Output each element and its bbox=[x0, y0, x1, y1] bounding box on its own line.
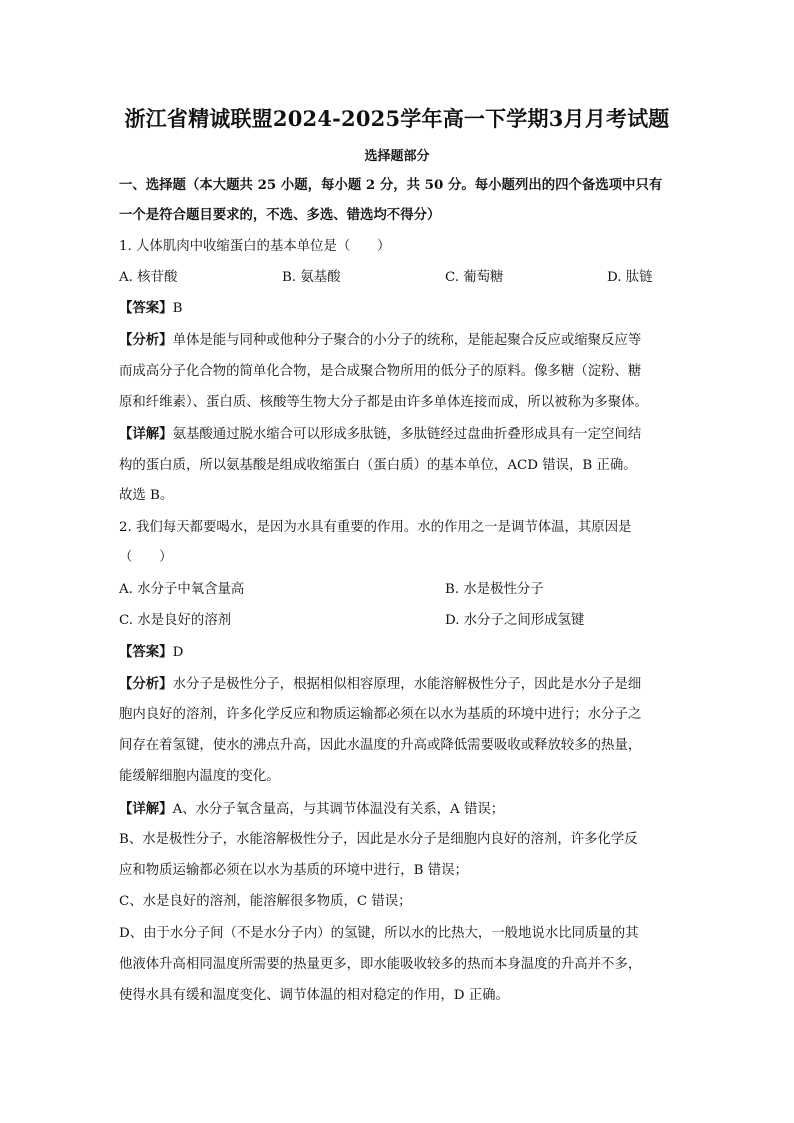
answer-value: D bbox=[172, 645, 184, 660]
analysis-text: 单体是能与同种或他种分子聚合的小分子的统称，是能起聚合反应或缩聚反应等 bbox=[172, 333, 642, 348]
question-2-stem-line-1: 2. 我们每天都要喝水，是因为水具有重要的作用。水的作用之一是调节体温，其原因是 bbox=[119, 520, 632, 535]
answer-tag: 【答案】 bbox=[119, 644, 173, 660]
question-1-analysis-line-3: 原和纤维素）、蛋白质、核酸等生物大分子都是由许多单体连接而成，所以被称为多聚体。 bbox=[119, 395, 648, 410]
question-1-detail-line-3: 故选 B。 bbox=[119, 488, 174, 503]
detail-tag: 【详解】 bbox=[119, 426, 173, 442]
question-2-detail-line-1 bbox=[119, 799, 679, 820]
question-1-analysis-line-2: 而成高分子化合物的简单化合物，是合成聚合物所用的低分子的原料。像多糖（淀粉、糖 bbox=[119, 364, 642, 379]
question-2-option-c: C. 水是良好的溶剂 bbox=[119, 613, 232, 628]
analysis-text: 水分子是极性分子，根据相似相容原理，水能溶解极性分子，因此是水分子是细 bbox=[172, 677, 642, 692]
question-2-detail-line-7: 使得水具有缓和温度变化、调节体温的相对稳定的作用，D 正确。 bbox=[119, 988, 509, 1003]
question-2-detail-line-3: 应和物质运输都必须在以水为基质的环境中进行，B 错误； bbox=[119, 863, 468, 878]
question-2-answer bbox=[119, 642, 679, 663]
question-1-option-a: A. 核苷酸 bbox=[119, 270, 178, 285]
question-2-detail-line-6: 他液体升高相同温度所需要的热量更多，即水能吸收较多的热而本身温度的升高并不多， bbox=[119, 957, 642, 972]
question-1-stem: 1. 人体肌肉中收缩蛋白的基本单位是（ ） bbox=[119, 239, 391, 254]
question-2-detail-line-4: C、水是良好的溶剂，能溶解很多物质，C 错误； bbox=[119, 894, 412, 909]
analysis-tag: 【分析】 bbox=[119, 676, 173, 692]
question-2-detail-line-2: B、水是极性分子，水能溶解极性分子，因此是水分子是细胞内良好的溶剂，许多化学反 bbox=[119, 832, 638, 847]
question-1-detail-line-2: 构的蛋白质，所以氨基酸是组成收缩蛋白（蛋白质）的基本单位，ACD 错误，B 正确。 bbox=[119, 458, 637, 473]
detail-text: A、水分子氧含量高，与其调节体温没有关系，A 错误； bbox=[172, 802, 505, 817]
question-2-stem-line-2: （ ） bbox=[119, 550, 173, 565]
question-2-option-a: A. 水分子中氧含量高 bbox=[119, 582, 245, 597]
question-2-analysis-line-1 bbox=[119, 674, 679, 695]
question-2-analysis-line-3: 间存在着氢键，使水的沸点升高，因此水温度的升高或降低需要吸收或释放较多的热量， bbox=[119, 738, 642, 753]
question-2-option-d: D. 水分子之间形成氢键 bbox=[445, 613, 585, 628]
section-instructions-line-1: 一、选择题（本大题共 25 小题，每小题 2 分，共 50 分。每小题列出的四个备选项中只有 bbox=[119, 177, 663, 193]
question-2-detail-line-5: D、由于水分子间（不是水分子内）的氢键，所以水的比热大，一般地说水比同质量的其 bbox=[119, 926, 639, 941]
detail-tag: 【详解】 bbox=[119, 801, 173, 817]
detail-text: 氨基酸通过脱水缩合可以形成多肽链，多肽链经过盘曲折叠形成具有一定空间结 bbox=[172, 427, 642, 442]
question-1-analysis-line-1 bbox=[119, 330, 679, 351]
page-title: 浙江省精诚联盟2024-2025学年高一下学期3月月考试题 bbox=[124, 106, 670, 131]
question-2-option-b: B. 水是极性分子 bbox=[445, 582, 544, 597]
section-instructions-line-2: 一个是符合题目要求的，不选、多选、错选均不得分） bbox=[119, 207, 441, 223]
question-1-option-c: C. 葡萄糖 bbox=[445, 270, 504, 285]
question-1-answer bbox=[119, 298, 679, 319]
part-heading: 选择题部分 bbox=[364, 149, 430, 164]
question-2-analysis-line-2: 胞内良好的溶剂，许多化学反应和物质运输都必须在以水为基质的环境中进行；水分子之 bbox=[119, 707, 642, 722]
question-1-detail-line-1 bbox=[119, 424, 679, 445]
answer-value: B bbox=[172, 301, 183, 316]
question-1-option-b: B. 氨基酸 bbox=[282, 270, 341, 285]
analysis-tag: 【分析】 bbox=[119, 332, 173, 348]
question-1-option-d: D. 肽链 bbox=[607, 270, 653, 285]
question-2-analysis-line-4: 能缓解细胞内温度的变化。 bbox=[119, 769, 280, 784]
answer-tag: 【答案】 bbox=[119, 300, 173, 316]
